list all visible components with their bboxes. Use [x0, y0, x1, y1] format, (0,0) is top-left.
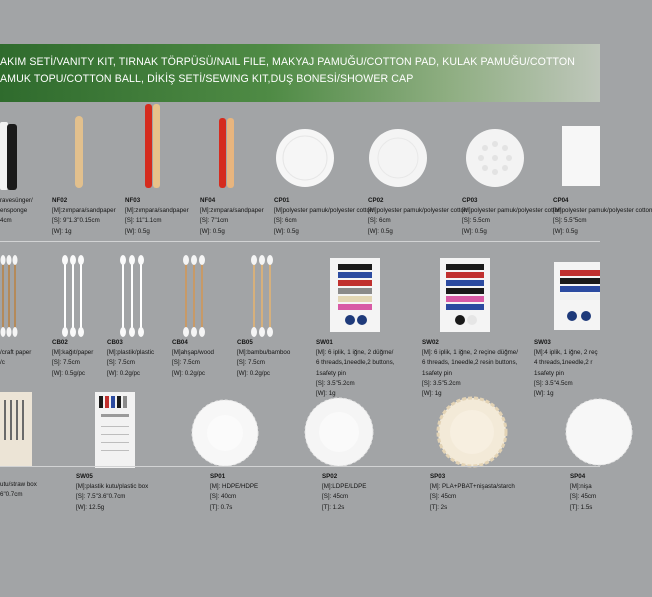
shower-cap-sp02-image	[303, 396, 375, 468]
sewing-kit-sw03-image	[554, 262, 600, 332]
spec-sw04: utu/straw box 6"0.7cm	[0, 481, 37, 499]
spec-cp02: CP02 [M]polyester pamuk/polyester cotton [S]: 6cm [W]: 0.5g	[368, 197, 468, 235]
nail-file-nf04-image	[216, 118, 238, 190]
spec-cb01: /craft paper /c	[0, 349, 32, 367]
cotton-bud-cb04-image	[182, 254, 208, 338]
sewing-kit-sw02-image	[440, 258, 492, 334]
spec-cp01: CP01 [M]polyester pamuk/polyester cotton [S]: 6cm [W]: 0.5g	[274, 197, 374, 235]
category-banner	[0, 44, 600, 102]
spec-cp04: CP04 [M]polyester pamuk/polyester cotton [S]: 5.5"5cm [W]: 0.5g	[553, 197, 652, 235]
spec-sw03: SW03 [M]:4 iplik, 1 iğne, 2 reç 4 threads,1needle,2 r 1safety pin [S]: 3.5"4.5cm [W]: 1g	[534, 339, 598, 398]
sewing-kit-sw01-image	[330, 258, 382, 334]
cotton-pad-cp03-image	[465, 128, 525, 188]
spec-sw01: SW01 [M]: 6 iplik, 1 iğne, 2 düğme/ 6 threads,1needle,2 buttons, 1safety pin [S]: 3.5"5.2cm [W]: 1g	[316, 339, 395, 398]
spec-sw05: SW05 [M]:plastik kutu/plastic box [S]: 7.5"3.6"0.7cm [W]: 12.5g	[76, 473, 149, 511]
banner-line-2: AMUK TOPU/COTTON BALL, DİKİŞ SETİ/SEWING KIT,DUŞ BONESİ/SHOWER CAP	[0, 73, 414, 85]
nail-file-nf02-image	[72, 116, 86, 190]
cotton-bud-cb01-image	[0, 254, 20, 338]
cotton-bud-cb02-image	[60, 254, 86, 338]
sewing-kit-sw04-image	[0, 392, 34, 468]
spec-nf02: NF02 [M]:zımpara/sandpaper [S]: 9"1.3"0.15cm [W]: 1g	[52, 197, 116, 235]
nail-file-nf03-image	[144, 104, 164, 190]
spec-sp02: SP02 [M]:LDPE/LDPE [S]: 45cm [T]: 1.2s	[322, 473, 367, 511]
cotton-pad-cp01-image	[275, 128, 335, 188]
spec-sp01: SP01 [M]: HDPE/HDPE [S]: 40cm [T]: 0.7s	[210, 473, 259, 511]
cotton-pad-cp04-image	[562, 126, 600, 188]
spec-cb04: CB04 [M]ahşap/wood [S]: 7.5cm [W]: 0.2g/pc	[172, 339, 214, 377]
row-divider-1	[0, 241, 600, 242]
spec-vanity-sponge: ravesünger/ ensponge 4cm	[0, 197, 33, 225]
cotton-pad-cp02-image	[368, 128, 428, 188]
spec-cb05: CB05 [M]:bambu/bamboo [S]: 7.5cm [W]: 0.2g/pc	[237, 339, 291, 377]
spec-sp03: SP03 [M]: PLA+PBAT+nişasta/starch [S]: 45cm [T]: 2s	[430, 473, 515, 511]
spec-cb03: CB03 [M]:plastik/plastic [S]: 7.5cm [W]: 0.2g/pc	[107, 339, 155, 377]
spec-cb02: CB02 [M]:kağıt/paper [S]: 7.5cm [W]: 0.5g/pc	[52, 339, 94, 377]
spec-sw02: SW02 [M]: 6 iplik, 1 iğne, 2 reçine düğme/ 6 threads, 1needle,2 resin buttons, 1safety pin [S]: 3.5"5.2cm [W]: 1g	[422, 339, 518, 398]
spec-nf03: NF03 [M]:zımpara/sandpaper [S]: 11"1.1cm [W]: 0.5g	[125, 197, 189, 235]
cotton-bud-cb05-image	[250, 254, 276, 338]
sewing-kit-sw05-image	[95, 392, 137, 470]
banner-line-1: AKIM SETİ/VANITY KIT, TIRNAK TÖRPÜSÜ/NAIL FILE, MAKYAJ PAMUĞU/COTTON PAD, KULAK PAMUĞU/COTTON	[0, 56, 575, 68]
vanity-sponge-image	[0, 122, 20, 192]
shower-cap-sp03-image	[436, 396, 508, 468]
cotton-bud-cb03-image	[118, 254, 148, 338]
spec-nf04: NF04 [M]:zımpara/sandpaper [S]: 7"1cm [W]: 0.5g	[200, 197, 264, 235]
row-divider-2	[0, 466, 600, 467]
shower-cap-sp01-image	[190, 398, 260, 468]
shower-cap-sp04-image	[563, 398, 600, 466]
spec-sp04: SP04 [M]:nişa [S]: 45cm [T]: 1.5s	[570, 473, 597, 511]
spec-cp03: CP03 [M]polyester pamuk/polyester cotton [S]: 5.5cm [W]: 0.5g	[462, 197, 562, 235]
